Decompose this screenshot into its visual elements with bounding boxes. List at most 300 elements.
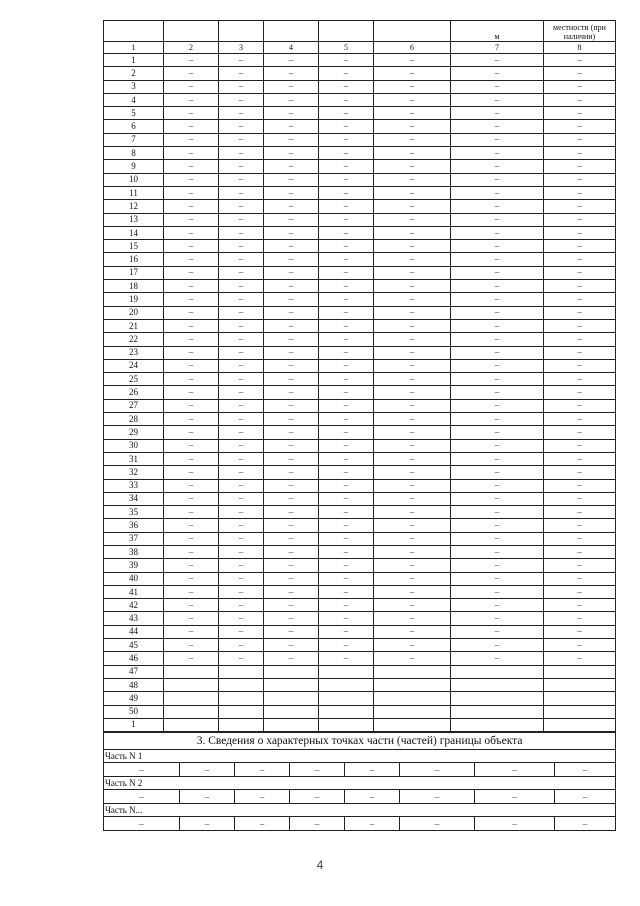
dash-cell: – (319, 213, 374, 226)
empty-cell (451, 705, 544, 718)
dash-cell: – (164, 572, 219, 585)
dash-cell: – (451, 319, 544, 332)
header-cell (319, 21, 374, 42)
row-number: 47 (104, 665, 164, 678)
dash-cell: – (235, 763, 290, 777)
row-number: 7 (104, 133, 164, 146)
empty-cell (319, 718, 374, 731)
row-number: 35 (104, 506, 164, 519)
dash-cell: – (164, 186, 219, 199)
dash-cell: – (219, 439, 264, 452)
dash-cell: – (451, 585, 544, 598)
dash-cell: – (374, 639, 451, 652)
dash-cell: – (345, 790, 400, 804)
empty-cell (451, 692, 544, 705)
dash-cell: – (374, 280, 451, 293)
dash-cell: – (374, 160, 451, 173)
dash-cell: – (544, 226, 616, 239)
dash-cell: – (451, 213, 544, 226)
row-number: 2 (104, 67, 164, 80)
dash-cell: – (544, 120, 616, 133)
dash-cell: – (264, 93, 319, 106)
row-number: 21 (104, 319, 164, 332)
dash-cell: – (219, 386, 264, 399)
dash-cell: – (264, 652, 319, 665)
dash-cell: – (264, 359, 319, 372)
table-row (104, 466, 616, 479)
dash-cell: – (264, 253, 319, 266)
dash-cell: – (451, 293, 544, 306)
table-row (104, 452, 616, 465)
dash-cell: – (555, 817, 616, 831)
dash-cell: – (319, 639, 374, 652)
row-number: 29 (104, 426, 164, 439)
dash-cell: – (264, 80, 319, 93)
dash-cell: – (319, 506, 374, 519)
dash-cell: – (544, 639, 616, 652)
dash-cell: – (374, 186, 451, 199)
dash-cell: – (544, 93, 616, 106)
dash-cell: – (264, 67, 319, 80)
dash-cell: – (164, 625, 219, 638)
empty-cell (374, 678, 451, 691)
dash-cell: – (264, 452, 319, 465)
part-data-row (104, 817, 616, 831)
dash-cell: – (290, 790, 345, 804)
dash-cell: – (475, 817, 555, 831)
dash-cell: – (319, 426, 374, 439)
dash-cell: – (451, 399, 544, 412)
table-row (104, 705, 616, 718)
dash-cell: – (374, 120, 451, 133)
table-row (104, 386, 616, 399)
column-number: 1 (104, 42, 164, 54)
dash-cell: – (451, 54, 544, 67)
table-row (104, 253, 616, 266)
dash-cell: – (374, 479, 451, 492)
dash-cell: – (451, 559, 544, 572)
dash-cell: – (451, 625, 544, 638)
row-number: 50 (104, 705, 164, 718)
dash-cell: – (544, 386, 616, 399)
dash-cell: – (544, 492, 616, 505)
dash-cell: – (264, 213, 319, 226)
dash-cell: – (264, 200, 319, 213)
dash-cell: – (164, 506, 219, 519)
dash-cell: – (374, 54, 451, 67)
dash-cell: – (219, 160, 264, 173)
table-row (104, 133, 616, 146)
dash-cell: – (319, 280, 374, 293)
dash-cell: – (451, 639, 544, 652)
dash-cell: – (544, 599, 616, 612)
row-number: 39 (104, 559, 164, 572)
header-cell (374, 21, 451, 42)
dash-cell: – (544, 479, 616, 492)
dash-cell: – (219, 519, 264, 532)
row-number: 9 (104, 160, 164, 173)
dash-cell: – (374, 306, 451, 319)
dash-cell: – (164, 333, 219, 346)
table-row (104, 186, 616, 199)
dash-cell: – (235, 790, 290, 804)
empty-cell (219, 718, 264, 731)
row-number: 12 (104, 200, 164, 213)
dash-cell: – (164, 266, 219, 279)
dash-cell: – (319, 160, 374, 173)
dash-cell: – (374, 107, 451, 120)
empty-cell (544, 718, 616, 731)
table-row (104, 373, 616, 386)
empty-cell (319, 692, 374, 705)
column-number: 3 (219, 42, 264, 54)
empty-cell (219, 665, 264, 678)
dash-cell: – (544, 293, 616, 306)
dash-cell: – (264, 572, 319, 585)
dash-cell: – (544, 572, 616, 585)
dash-cell: – (219, 253, 264, 266)
dash-cell: – (544, 346, 616, 359)
dash-cell: – (219, 572, 264, 585)
dash-cell: – (451, 373, 544, 386)
dash-cell: – (544, 80, 616, 93)
part-label: Часть N... (104, 804, 616, 817)
dash-cell: – (451, 346, 544, 359)
dash-cell: – (164, 373, 219, 386)
dash-cell: – (544, 133, 616, 146)
table-row (104, 572, 616, 585)
dash-cell: – (264, 426, 319, 439)
dash-cell: – (374, 612, 451, 625)
empty-cell (451, 678, 544, 691)
dash-cell: – (264, 133, 319, 146)
dash-cell: – (544, 107, 616, 120)
dash-cell: – (264, 226, 319, 239)
dash-cell: – (180, 790, 235, 804)
dash-cell: – (104, 763, 180, 777)
dash-cell: – (400, 817, 475, 831)
dash-cell: – (164, 54, 219, 67)
dash-cell: – (544, 426, 616, 439)
dash-cell: – (374, 439, 451, 452)
dash-cell: – (219, 67, 264, 80)
dash-cell: – (164, 559, 219, 572)
dash-cell: – (219, 173, 264, 186)
table-row (104, 67, 616, 80)
dash-cell: – (319, 173, 374, 186)
dash-cell: – (374, 266, 451, 279)
dash-cell: – (451, 545, 544, 558)
dash-cell: – (219, 545, 264, 558)
dash-cell: – (374, 599, 451, 612)
dash-cell: – (164, 160, 219, 173)
table-row (104, 426, 616, 439)
dash-cell: – (164, 399, 219, 412)
row-number: 27 (104, 399, 164, 412)
dash-cell: – (264, 599, 319, 612)
table-row (104, 413, 616, 426)
row-number: 33 (104, 479, 164, 492)
dash-cell: – (544, 54, 616, 67)
empty-cell (164, 705, 219, 718)
section3-title-row (104, 733, 616, 750)
dash-cell: – (475, 790, 555, 804)
table-row (104, 718, 616, 731)
dash-cell: – (104, 817, 180, 831)
dash-cell: – (475, 763, 555, 777)
table-row (104, 399, 616, 412)
table-row (104, 678, 616, 691)
dash-cell: – (319, 599, 374, 612)
dash-cell: – (451, 186, 544, 199)
dash-cell: – (451, 160, 544, 173)
row-number: 37 (104, 532, 164, 545)
empty-cell (319, 678, 374, 691)
table-row (104, 120, 616, 133)
dash-cell: – (219, 147, 264, 160)
row-number: 18 (104, 280, 164, 293)
table-row (104, 639, 616, 652)
dash-cell: – (264, 120, 319, 133)
dash-cell: – (219, 585, 264, 598)
dash-cell: – (544, 147, 616, 160)
dash-cell: – (164, 80, 219, 93)
empty-cell (164, 692, 219, 705)
dash-cell: – (374, 67, 451, 80)
dash-cell: – (544, 466, 616, 479)
dash-cell: – (104, 790, 180, 804)
table-row (104, 492, 616, 505)
part-label-row (104, 804, 616, 817)
dash-cell: – (374, 240, 451, 253)
dash-cell: – (374, 466, 451, 479)
column-number: 7 (451, 42, 544, 54)
dash-cell: – (219, 612, 264, 625)
dash-cell: – (374, 426, 451, 439)
dash-cell: – (264, 280, 319, 293)
dash-cell: – (319, 80, 374, 93)
dash-cell: – (374, 572, 451, 585)
dash-cell: – (451, 226, 544, 239)
column-number: 8 (544, 42, 616, 54)
dash-cell: – (219, 186, 264, 199)
dash-cell: – (319, 147, 374, 160)
dash-cell: – (374, 226, 451, 239)
dash-cell: – (219, 359, 264, 372)
dash-cell: – (374, 373, 451, 386)
table-row (104, 147, 616, 160)
dash-cell: – (451, 280, 544, 293)
row-number: 49 (104, 692, 164, 705)
dash-cell: – (264, 173, 319, 186)
dash-cell: – (544, 612, 616, 625)
row-number: 31 (104, 452, 164, 465)
dash-cell: – (264, 532, 319, 545)
header-cell (164, 21, 219, 42)
dash-cell: – (319, 133, 374, 146)
dash-cell: – (164, 226, 219, 239)
page-number: 4 (316, 858, 324, 872)
row-number: 17 (104, 266, 164, 279)
dash-cell: – (180, 763, 235, 777)
dash-cell: – (374, 452, 451, 465)
dash-cell: – (219, 399, 264, 412)
dash-cell: – (264, 147, 319, 160)
table-row (104, 54, 616, 67)
header-cell (264, 21, 319, 42)
dash-cell: – (264, 306, 319, 319)
part-data-row (104, 790, 616, 804)
dash-cell: – (264, 559, 319, 572)
dash-cell: – (451, 240, 544, 253)
dash-cell: – (451, 306, 544, 319)
header-cell (219, 21, 264, 42)
dash-cell: – (544, 545, 616, 558)
dash-cell: – (319, 532, 374, 545)
dash-cell: – (164, 293, 219, 306)
row-number: 4 (104, 93, 164, 106)
dash-cell: – (319, 519, 374, 532)
dash-cell: – (544, 186, 616, 199)
dash-cell: – (264, 612, 319, 625)
dash-cell: – (544, 306, 616, 319)
header-cell (104, 21, 164, 42)
empty-cell (264, 718, 319, 731)
table-row (104, 545, 616, 558)
dash-cell: – (319, 359, 374, 372)
dash-cell: – (264, 639, 319, 652)
dash-cell: – (319, 186, 374, 199)
dash-cell: – (235, 817, 290, 831)
dash-cell: – (544, 213, 616, 226)
table-row (104, 93, 616, 106)
table-row (104, 293, 616, 306)
dash-cell: – (264, 186, 319, 199)
row-number: 32 (104, 466, 164, 479)
dash-cell: – (319, 479, 374, 492)
empty-cell (264, 692, 319, 705)
row-number: 1 (104, 54, 164, 67)
dash-cell: – (544, 373, 616, 386)
row-number: 24 (104, 359, 164, 372)
dash-cell: – (544, 200, 616, 213)
dash-cell: – (374, 213, 451, 226)
dash-cell: – (319, 492, 374, 505)
dash-cell: – (544, 413, 616, 426)
table-row (104, 359, 616, 372)
dash-cell: – (264, 466, 319, 479)
dash-cell: – (219, 426, 264, 439)
dash-cell: – (219, 413, 264, 426)
empty-cell (544, 692, 616, 705)
dash-cell: – (264, 479, 319, 492)
dash-cell: – (319, 107, 374, 120)
dash-cell: – (219, 506, 264, 519)
dash-cell: – (290, 763, 345, 777)
empty-cell (544, 705, 616, 718)
dash-cell: – (219, 492, 264, 505)
row-number: 26 (104, 386, 164, 399)
table-row (104, 319, 616, 332)
column-number-row (104, 42, 616, 54)
dash-cell: – (451, 120, 544, 133)
dash-cell: – (374, 346, 451, 359)
dash-cell: – (451, 652, 544, 665)
empty-cell (374, 665, 451, 678)
dash-cell: – (544, 160, 616, 173)
dash-cell: – (219, 226, 264, 239)
table-row (104, 532, 616, 545)
dash-cell: – (219, 266, 264, 279)
column-number: 4 (264, 42, 319, 54)
dash-cell: – (319, 226, 374, 239)
row-number: 30 (104, 439, 164, 452)
dash-cell: – (164, 319, 219, 332)
empty-cell (219, 692, 264, 705)
empty-cell (319, 665, 374, 678)
table-row (104, 559, 616, 572)
dash-cell: – (219, 639, 264, 652)
row-number: 3 (104, 80, 164, 93)
dash-cell: – (374, 386, 451, 399)
dash-cell: – (319, 240, 374, 253)
dash-cell: – (164, 93, 219, 106)
dash-cell: – (164, 306, 219, 319)
row-number: 14 (104, 226, 164, 239)
dash-cell: – (451, 439, 544, 452)
dash-cell: – (451, 466, 544, 479)
dash-cell: – (164, 147, 219, 160)
dash-cell: – (264, 266, 319, 279)
dash-cell: – (219, 479, 264, 492)
dash-cell: – (264, 386, 319, 399)
row-number: 15 (104, 240, 164, 253)
dash-cell: – (164, 120, 219, 133)
row-number: 6 (104, 120, 164, 133)
dash-cell: – (264, 346, 319, 359)
dash-cell: – (219, 319, 264, 332)
dash-cell: – (374, 80, 451, 93)
dash-cell: – (264, 492, 319, 505)
empty-cell (374, 705, 451, 718)
dash-cell: – (451, 133, 544, 146)
dash-cell: – (164, 173, 219, 186)
dash-cell: – (264, 54, 319, 67)
dash-cell: – (264, 585, 319, 598)
section3-table (103, 732, 616, 831)
dash-cell: – (164, 466, 219, 479)
column-number: 2 (164, 42, 219, 54)
dash-cell: – (219, 280, 264, 293)
dash-cell: – (319, 559, 374, 572)
dash-cell: – (451, 572, 544, 585)
table-row (104, 346, 616, 359)
row-number: 23 (104, 346, 164, 359)
dash-cell: – (219, 373, 264, 386)
table-row (104, 333, 616, 346)
dash-cell: – (374, 652, 451, 665)
table-row (104, 160, 616, 173)
dash-cell: – (319, 545, 374, 558)
dash-cell: – (451, 492, 544, 505)
table-row (104, 226, 616, 239)
dash-cell: – (374, 506, 451, 519)
dash-cell: – (164, 107, 219, 120)
row-number: 44 (104, 625, 164, 638)
table-row (104, 519, 616, 532)
dash-cell: – (319, 585, 374, 598)
dash-cell: – (319, 652, 374, 665)
